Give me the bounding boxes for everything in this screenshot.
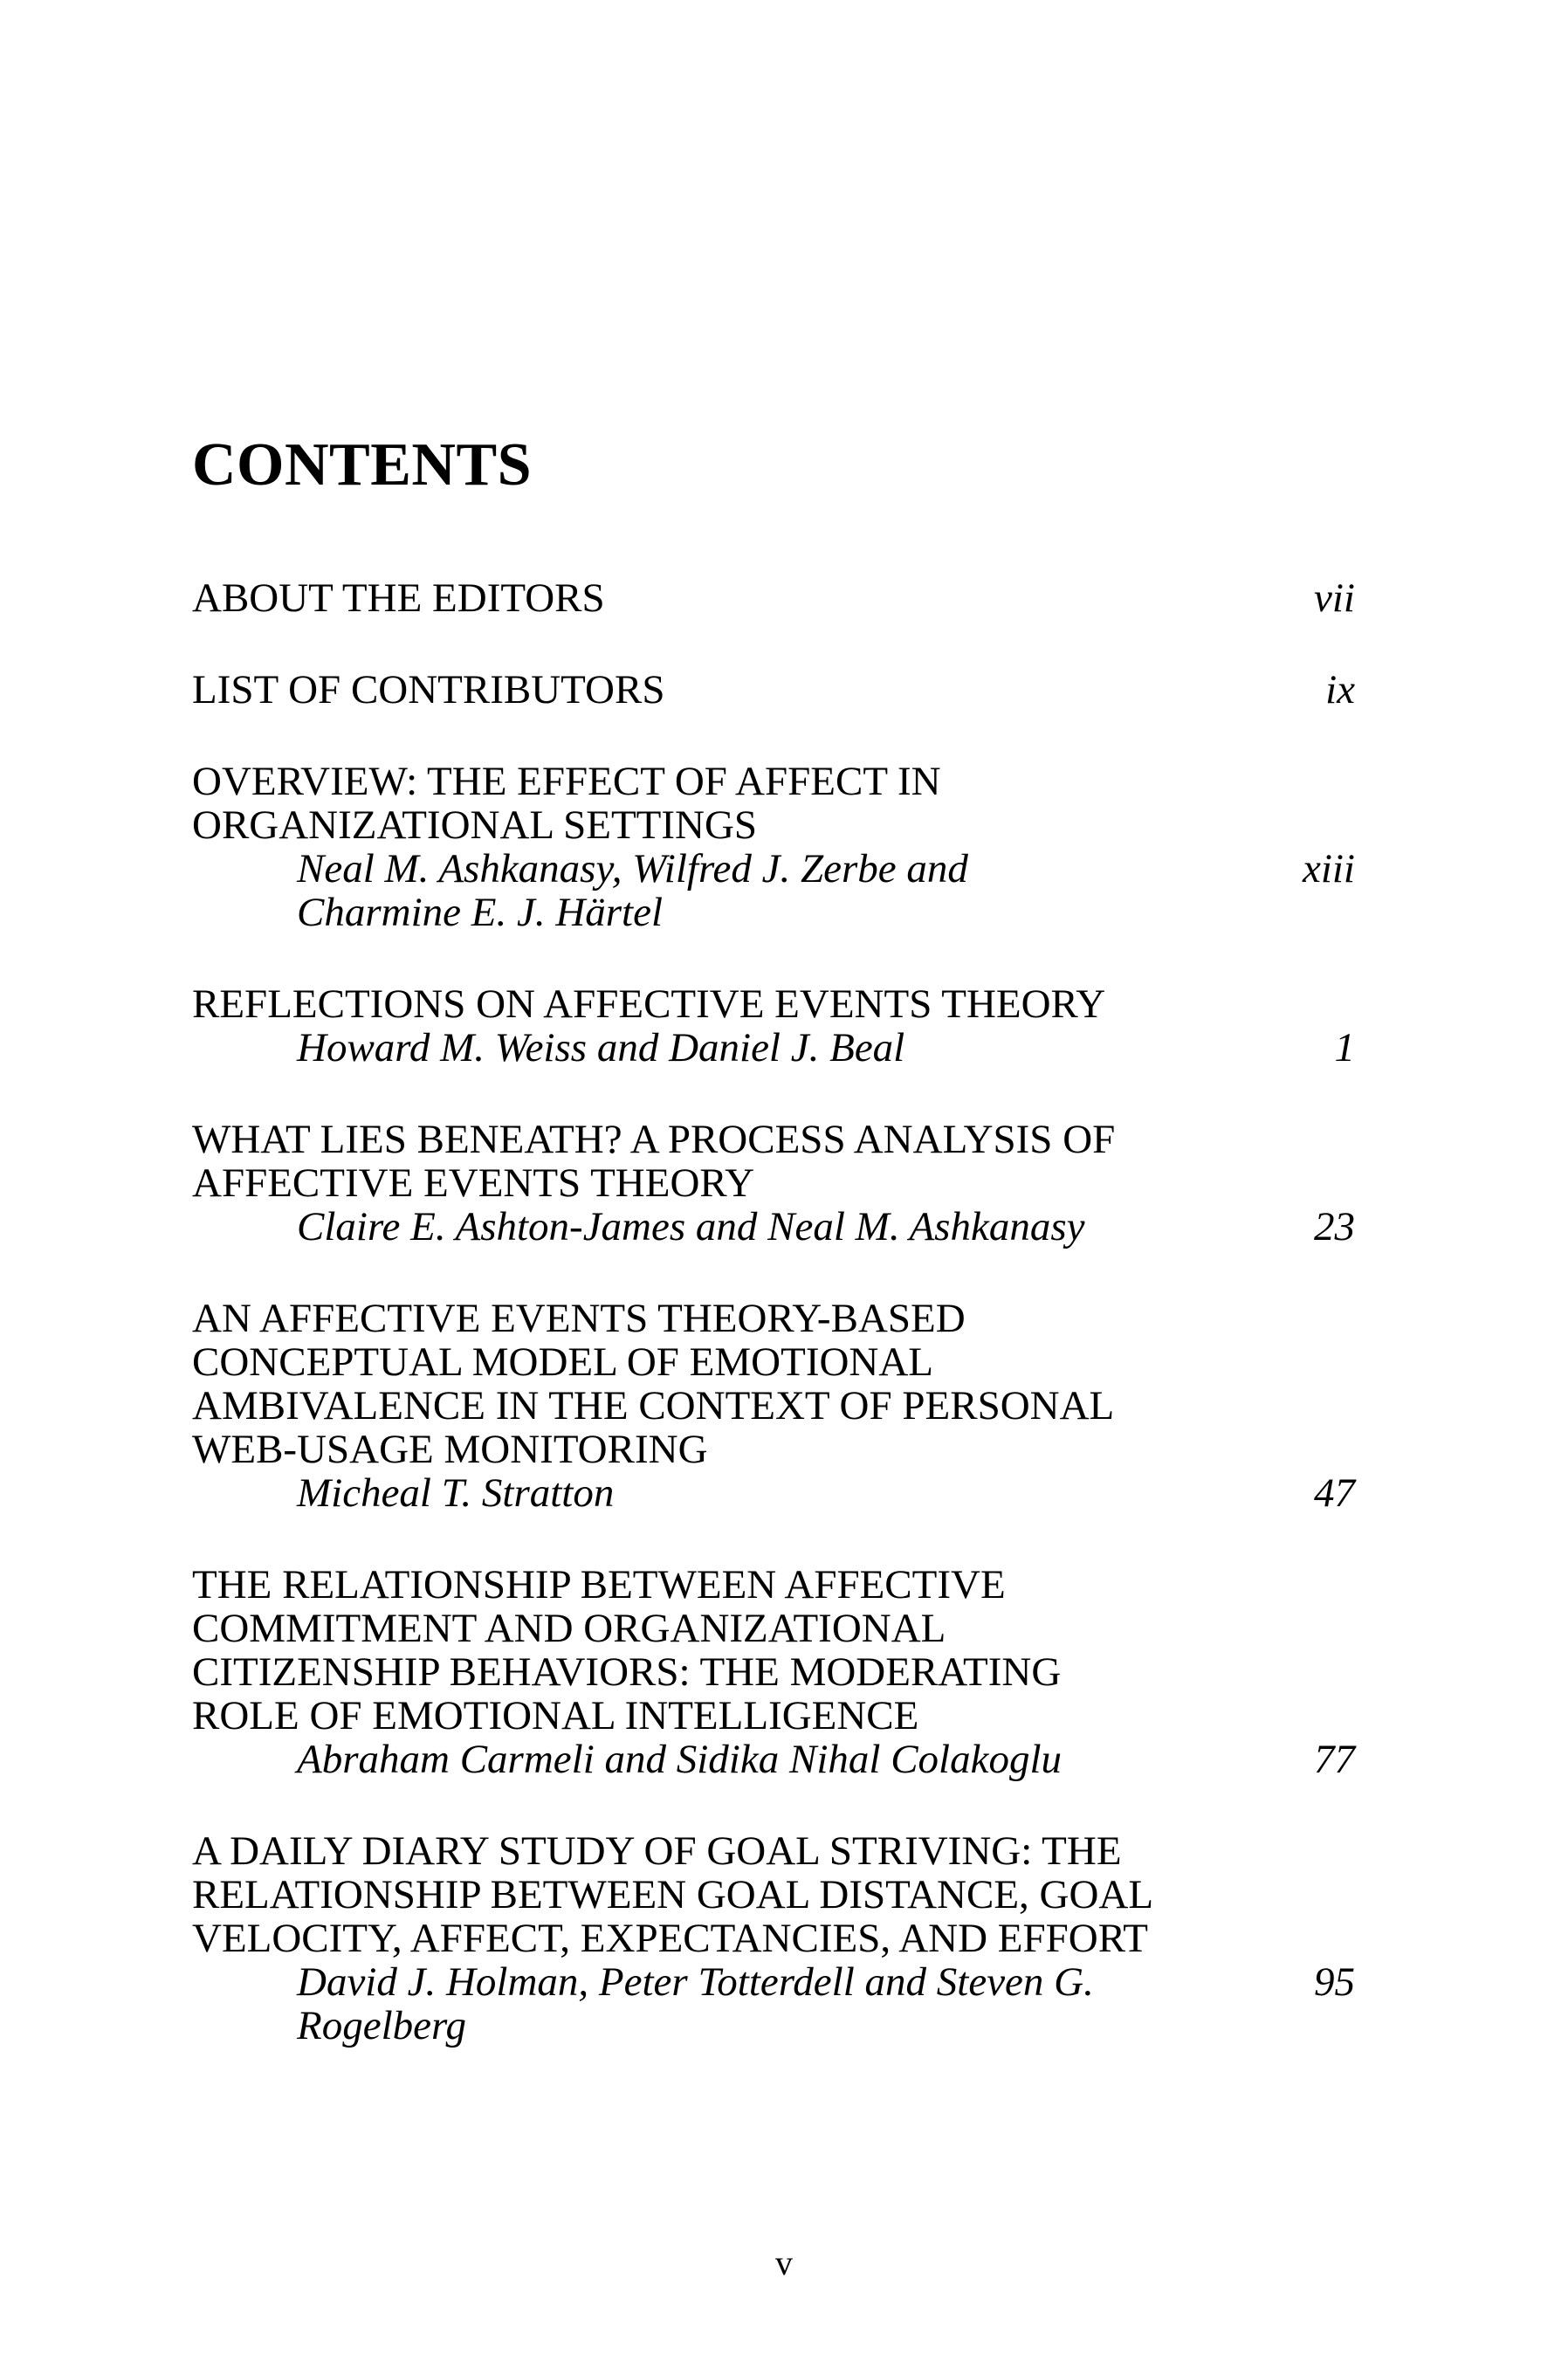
toc-author-line: Neal M. Ashkanasy, Wilfred J. Zerbe and bbox=[297, 846, 968, 891]
toc-title-line: AN AFFECTIVE EVENTS THEORY-BASED bbox=[192, 1296, 966, 1341]
toc-title-line: COMMITMENT AND ORGANIZATIONAL bbox=[192, 1606, 946, 1651]
toc-title-line: REFLECTIONS ON AFFECTIVE EVENTS THEORY bbox=[192, 981, 1106, 1027]
toc-title-line: LIST OF CONTRIBUTORS bbox=[192, 667, 665, 712]
toc-title-row bbox=[192, 576, 1355, 620]
toc-page-number: ix bbox=[1325, 667, 1355, 712]
toc-page-number: 23 bbox=[1314, 1204, 1355, 1249]
toc-author-line: David J. Holman, Peter Totterdell and Steven G. bbox=[297, 1959, 1094, 2005]
toc-author-line: Rogelberg bbox=[297, 2003, 467, 2048]
toc-title-line: VELOCITY, AFFECT, EXPECTANCIES, AND EFFORT bbox=[192, 1916, 1148, 1961]
toc-author-line: Claire E. Ashton-James and Neal M. Ashkanasy bbox=[297, 1204, 1085, 1249]
toc-page-number: 47 bbox=[1314, 1470, 1355, 1516]
toc-page-number: 1 bbox=[1334, 1025, 1355, 1070]
toc-author-line: Charmine E. J. Härtel bbox=[297, 890, 664, 935]
page-title: CONTENTS bbox=[192, 431, 533, 499]
toc-title-line: CONCEPTUAL MODEL OF EMOTIONAL bbox=[192, 1339, 934, 1385]
page-folio: v bbox=[775, 2243, 793, 2282]
toc-author-row bbox=[192, 1205, 1355, 1249]
toc-title-line: AMBIVALENCE IN THE CONTEXT OF PERSONAL bbox=[192, 1383, 1115, 1428]
toc-title-line: CITIZENSHIP BEHAVIORS: THE MODERATING bbox=[192, 1649, 1062, 1695]
toc-title-line: ORGANIZATIONAL SETTINGS bbox=[192, 802, 758, 848]
toc-title-line: WHAT LIES BENEATH? A PROCESS ANALYSIS OF bbox=[192, 1117, 1116, 1162]
toc-author-row bbox=[192, 1026, 1355, 1070]
toc-title-line: OVERVIEW: THE EFFECT OF AFFECT IN bbox=[192, 759, 941, 804]
toc-entry bbox=[192, 1118, 1355, 1249]
toc-title-line: WEB-USAGE MONITORING bbox=[192, 1427, 708, 1472]
toc-title-line: ROLE OF EMOTIONAL INTELLIGENCE bbox=[192, 1693, 919, 1738]
toc-entry bbox=[192, 760, 1355, 934]
toc-author-line: Micheal T. Stratton bbox=[297, 1470, 615, 1516]
toc-entry bbox=[192, 668, 1355, 712]
toc-title-line: A DAILY DIARY STUDY OF GOAL STRIVING: THE bbox=[192, 1828, 1122, 1874]
toc-page-number: xiii bbox=[1302, 846, 1355, 891]
toc-entry bbox=[192, 1829, 1355, 2048]
toc-author-row bbox=[192, 1960, 1355, 2004]
toc-author-line: Howard M. Weiss and Daniel J. Beal bbox=[297, 1025, 905, 1070]
toc-page-number: vii bbox=[1314, 575, 1355, 621]
toc-title-line: ABOUT THE EDITORS bbox=[192, 575, 605, 621]
toc-author-row bbox=[192, 1471, 1355, 1515]
toc-title-row bbox=[192, 668, 1355, 712]
toc-author-row bbox=[192, 847, 1355, 891]
toc-author-row bbox=[192, 1738, 1355, 1781]
toc-list bbox=[192, 576, 1355, 2096]
toc-entry bbox=[192, 576, 1355, 620]
toc-title-line: RELATIONSHIP BETWEEN GOAL DISTANCE, GOAL bbox=[192, 1872, 1154, 1917]
toc-page-number: 77 bbox=[1314, 1737, 1355, 1782]
toc-entry bbox=[192, 982, 1355, 1070]
toc-entry bbox=[192, 1297, 1355, 1515]
toc-entry bbox=[192, 1563, 1355, 1781]
toc-title-line: THE RELATIONSHIP BETWEEN AFFECTIVE bbox=[192, 1562, 1006, 1607]
toc-title-line: AFFECTIVE EVENTS THEORY bbox=[192, 1160, 755, 1206]
toc-author-line: Abraham Carmeli and Sidika Nihal Colakoglu bbox=[297, 1737, 1063, 1782]
toc-page-number: 95 bbox=[1314, 1959, 1355, 2005]
